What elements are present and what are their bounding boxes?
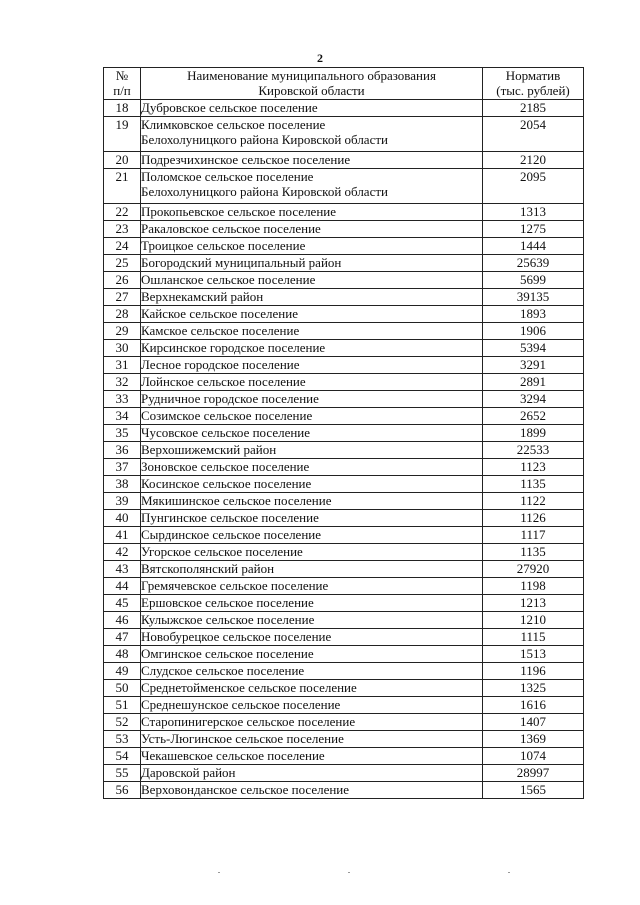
table-row xyxy=(104,204,584,221)
row-number: 45 xyxy=(104,595,141,612)
row-number: 26 xyxy=(104,272,141,289)
municipality-name-line: Старопинигерское сельское поселение xyxy=(141,714,356,729)
municipality-name xyxy=(141,238,483,255)
municipality-name xyxy=(141,629,483,646)
table-row xyxy=(104,578,584,595)
municipality-name xyxy=(141,391,483,408)
municipality-name xyxy=(141,714,483,731)
municipality-name-line: Прокопьевское сельское поселение xyxy=(141,204,337,219)
municipality-name xyxy=(141,782,483,799)
municipality-name xyxy=(141,408,483,425)
row-number: 19 xyxy=(104,117,141,152)
table-row xyxy=(104,629,584,646)
municipality-name-line: Даровской район xyxy=(141,765,236,780)
normative-value: 1513 xyxy=(483,646,584,663)
header-value-line2: (тыс. рублей) xyxy=(496,83,570,98)
row-number: 34 xyxy=(104,408,141,425)
table-row xyxy=(104,117,584,152)
header-name xyxy=(141,68,483,100)
scan-artifact xyxy=(218,872,220,873)
municipality-name-line: Ершовское сельское поселение xyxy=(141,595,314,610)
table-row xyxy=(104,459,584,476)
municipality-name-line: Зоновское сельское поселение xyxy=(141,459,310,474)
municipality-name-line: Белохолуницкого района Кировской области xyxy=(141,184,388,199)
table-row xyxy=(104,408,584,425)
municipality-name xyxy=(141,204,483,221)
municipality-name-line: Ошланское сельское поселение xyxy=(141,272,316,287)
municipality-name-line: Мякишинское сельское поселение xyxy=(141,493,332,508)
municipality-name-line: Новобурецкое сельское поселение xyxy=(141,629,332,644)
normative-value: 1899 xyxy=(483,425,584,442)
municipality-name-line: Косинское сельское поселение xyxy=(141,476,312,491)
normative-value: 1122 xyxy=(483,493,584,510)
municipality-name-line: Ракаловское сельское поселение xyxy=(141,221,321,236)
municipality-name-line: Кулыжское сельское поселение xyxy=(141,612,315,627)
normative-value: 1115 xyxy=(483,629,584,646)
municipality-name xyxy=(141,459,483,476)
normative-value: 3291 xyxy=(483,357,584,374)
municipality-name-line: Троицкое сельское поселение xyxy=(141,238,306,253)
row-number: 37 xyxy=(104,459,141,476)
table-row xyxy=(104,152,584,169)
municipality-name-line: Угорское сельское поселение xyxy=(141,544,303,559)
table-row xyxy=(104,391,584,408)
normative-value: 25639 xyxy=(483,255,584,272)
header-number xyxy=(104,68,141,100)
table-row xyxy=(104,306,584,323)
municipality-name-line: Усть-Люгинское сельское поселение xyxy=(141,731,344,746)
row-number: 23 xyxy=(104,221,141,238)
table-row xyxy=(104,340,584,357)
normative-value: 1135 xyxy=(483,476,584,493)
table-header-row xyxy=(104,68,584,100)
table-row xyxy=(104,697,584,714)
header-name-line1: Наименование муниципального образования xyxy=(187,68,436,83)
table-row xyxy=(104,100,584,117)
row-number: 52 xyxy=(104,714,141,731)
row-number: 54 xyxy=(104,748,141,765)
table-row xyxy=(104,714,584,731)
municipality-name-line: Слудское сельское поселение xyxy=(141,663,305,678)
municipality-name xyxy=(141,255,483,272)
municipality-name xyxy=(141,510,483,527)
normative-value: 1213 xyxy=(483,595,584,612)
row-number: 51 xyxy=(104,697,141,714)
normative-value: 1135 xyxy=(483,544,584,561)
row-number: 24 xyxy=(104,238,141,255)
scan-artifact xyxy=(508,872,510,873)
normative-value: 1444 xyxy=(483,238,584,255)
municipality-name xyxy=(141,425,483,442)
table-row xyxy=(104,323,584,340)
normative-value: 2185 xyxy=(483,100,584,117)
municipality-name xyxy=(141,561,483,578)
municipality-name xyxy=(141,374,483,391)
table-row xyxy=(104,357,584,374)
table-row xyxy=(104,663,584,680)
municipality-name-line: Гремячевское сельское поселение xyxy=(141,578,329,593)
municipality-name xyxy=(141,306,483,323)
municipality-name xyxy=(141,152,483,169)
row-number: 48 xyxy=(104,646,141,663)
normative-value: 28997 xyxy=(483,765,584,782)
normative-value: 1565 xyxy=(483,782,584,799)
municipality-name xyxy=(141,663,483,680)
header-name-line2: Кировской области xyxy=(258,83,365,98)
normative-value: 1407 xyxy=(483,714,584,731)
normative-value: 1126 xyxy=(483,510,584,527)
municipality-name xyxy=(141,612,483,629)
municipality-name-line: Кайское сельское поселение xyxy=(141,306,298,321)
table-row xyxy=(104,272,584,289)
row-number: 20 xyxy=(104,152,141,169)
municipality-name xyxy=(141,748,483,765)
row-number: 44 xyxy=(104,578,141,595)
municipality-name-line: Кирсинское городское поселение xyxy=(141,340,326,355)
row-number: 49 xyxy=(104,663,141,680)
municipality-name xyxy=(141,646,483,663)
municipality-name-line: Подрезчихинское сельское поселение xyxy=(141,152,351,167)
municipality-name-line: Среднетойменское сельское поселение xyxy=(141,680,357,695)
municipality-name xyxy=(141,765,483,782)
row-number: 22 xyxy=(104,204,141,221)
municipality-name-line: Белохолуницкого района Кировской области xyxy=(141,132,388,147)
municipality-name-line: Лесное городское поселение xyxy=(141,357,300,372)
normative-value: 1906 xyxy=(483,323,584,340)
normative-value: 1893 xyxy=(483,306,584,323)
municipality-name-line: Чусовское сельское поселение xyxy=(141,425,311,440)
normative-value: 1123 xyxy=(483,459,584,476)
row-number: 50 xyxy=(104,680,141,697)
table-row xyxy=(104,646,584,663)
municipality-name xyxy=(141,493,483,510)
municipality-name-line: Поломское сельское поселение xyxy=(141,169,314,184)
table-body xyxy=(104,100,584,799)
municipality-name-line: Верхошижемский район xyxy=(141,442,277,457)
row-number: 36 xyxy=(104,442,141,459)
header-number-line2: п/п xyxy=(113,83,131,98)
row-number: 56 xyxy=(104,782,141,799)
normative-value: 5394 xyxy=(483,340,584,357)
municipality-name-line: Омгинское сельское поселение xyxy=(141,646,314,661)
table-row xyxy=(104,544,584,561)
normative-value: 1198 xyxy=(483,578,584,595)
row-number: 55 xyxy=(104,765,141,782)
normative-value: 5699 xyxy=(483,272,584,289)
municipality-name-line: Чекашевское сельское поселение xyxy=(141,748,325,763)
normative-value: 27920 xyxy=(483,561,584,578)
row-number: 31 xyxy=(104,357,141,374)
row-number: 28 xyxy=(104,306,141,323)
municipality-name-line: Дубровское сельское поселение xyxy=(141,100,318,115)
normatives-table xyxy=(103,67,584,799)
municipality-name xyxy=(141,117,483,152)
municipality-name xyxy=(141,578,483,595)
normative-value: 39135 xyxy=(483,289,584,306)
table-row xyxy=(104,680,584,697)
normative-value: 2054 xyxy=(483,117,584,152)
header-value xyxy=(483,68,584,100)
municipality-name-line: Сырдинское сельское поселение xyxy=(141,527,322,542)
municipality-name xyxy=(141,323,483,340)
page-number: 2 xyxy=(317,51,323,65)
municipality-name xyxy=(141,340,483,357)
row-number: 46 xyxy=(104,612,141,629)
table-row xyxy=(104,612,584,629)
normative-value: 1196 xyxy=(483,663,584,680)
municipality-name-line: Климковское сельское поселение xyxy=(141,117,326,132)
row-number: 25 xyxy=(104,255,141,272)
table-row xyxy=(104,221,584,238)
municipality-name-line: Богородский муниципальный район xyxy=(141,255,342,270)
normative-value: 3294 xyxy=(483,391,584,408)
row-number: 38 xyxy=(104,476,141,493)
table-row xyxy=(104,476,584,493)
normative-value: 1325 xyxy=(483,680,584,697)
municipality-name xyxy=(141,272,483,289)
row-number: 18 xyxy=(104,100,141,117)
row-number: 30 xyxy=(104,340,141,357)
normative-value: 1074 xyxy=(483,748,584,765)
table-row xyxy=(104,782,584,799)
municipality-name xyxy=(141,357,483,374)
table-row xyxy=(104,255,584,272)
row-number: 40 xyxy=(104,510,141,527)
municipality-name-line: Пунгинское сельское поселение xyxy=(141,510,319,525)
municipality-name xyxy=(141,476,483,493)
row-number: 33 xyxy=(104,391,141,408)
table-row xyxy=(104,731,584,748)
normative-value: 1117 xyxy=(483,527,584,544)
table-row xyxy=(104,527,584,544)
municipality-name-line: Лойнское сельское поселение xyxy=(141,374,306,389)
row-number: 29 xyxy=(104,323,141,340)
municipality-name-line: Вятскополянский район xyxy=(141,561,275,576)
normative-value: 2095 xyxy=(483,169,584,204)
normative-value: 1313 xyxy=(483,204,584,221)
municipality-name-line: Камское сельское поселение xyxy=(141,323,300,338)
municipality-name xyxy=(141,442,483,459)
normative-value: 2652 xyxy=(483,408,584,425)
municipality-name-line: Среднешунское сельское поселение xyxy=(141,697,341,712)
row-number: 21 xyxy=(104,169,141,204)
row-number: 47 xyxy=(104,629,141,646)
table-row xyxy=(104,425,584,442)
municipality-name xyxy=(141,100,483,117)
table-row xyxy=(104,595,584,612)
municipality-name xyxy=(141,731,483,748)
row-number: 43 xyxy=(104,561,141,578)
table-row xyxy=(104,765,584,782)
normative-value: 1210 xyxy=(483,612,584,629)
municipality-name xyxy=(141,544,483,561)
normative-value: 1275 xyxy=(483,221,584,238)
table-row xyxy=(104,510,584,527)
table-row xyxy=(104,289,584,306)
normative-value: 2891 xyxy=(483,374,584,391)
municipality-name xyxy=(141,595,483,612)
table-row xyxy=(104,238,584,255)
table-row xyxy=(104,374,584,391)
normative-value: 1616 xyxy=(483,697,584,714)
municipality-name-line: Верховонданское сельское поселение xyxy=(141,782,350,797)
municipality-name xyxy=(141,680,483,697)
normative-value: 22533 xyxy=(483,442,584,459)
municipality-name xyxy=(141,169,483,204)
municipality-name-line: Верхнекамский район xyxy=(141,289,264,304)
row-number: 39 xyxy=(104,493,141,510)
municipality-name-line: Рудничное городское поселение xyxy=(141,391,319,406)
table-row xyxy=(104,748,584,765)
table-row xyxy=(104,442,584,459)
header-value-line1: Норматив xyxy=(505,68,561,83)
table-row xyxy=(104,493,584,510)
table-row xyxy=(104,561,584,578)
header-number-line1: № xyxy=(115,68,129,83)
row-number: 32 xyxy=(104,374,141,391)
table-row xyxy=(104,169,584,204)
scan-artifact xyxy=(348,872,350,873)
municipality-name xyxy=(141,221,483,238)
normative-value: 1369 xyxy=(483,731,584,748)
row-number: 27 xyxy=(104,289,141,306)
municipality-name xyxy=(141,527,483,544)
municipality-name-line: Созимское сельское поселение xyxy=(141,408,313,423)
row-number: 53 xyxy=(104,731,141,748)
row-number: 41 xyxy=(104,527,141,544)
municipality-name xyxy=(141,697,483,714)
row-number: 35 xyxy=(104,425,141,442)
municipality-name xyxy=(141,289,483,306)
normative-value: 2120 xyxy=(483,152,584,169)
row-number: 42 xyxy=(104,544,141,561)
